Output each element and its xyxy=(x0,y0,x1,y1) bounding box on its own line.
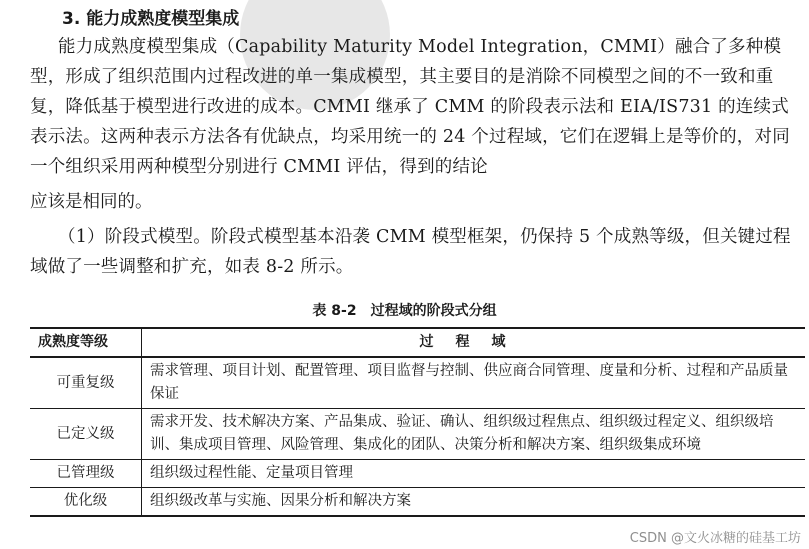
process-areas-cell: 需求开发、技术解决方案、产品集成、验证、确认、组织级过程焦点、组织级过程定义、组织级培训、集成项目管理、风险管理、集成化的团队、决策分析和解决方案、组织级集成环境 xyxy=(142,409,806,460)
table-row xyxy=(30,460,805,488)
maturity-level-cell: 优化级 xyxy=(30,488,142,517)
section-heading: 3. 能力成熟度模型集成 xyxy=(62,9,240,29)
column-header-level: 成熟度等级 xyxy=(30,328,142,357)
intro-paragraph-end: 应该是相同的。 xyxy=(30,192,153,212)
maturity-level-cell: 可重复级 xyxy=(30,357,142,409)
table-caption: 表 8-2 过程域的阶段式分组 xyxy=(312,303,497,319)
maturity-levels-table xyxy=(30,327,805,517)
table-header-row xyxy=(30,328,805,357)
csdn-watermark-text: CSDN @文火冰糖的硅基工坊 xyxy=(630,527,801,546)
maturity-level-cell: 已定义级 xyxy=(30,409,142,460)
table-row xyxy=(30,488,805,517)
column-header-process-areas: 过程域 xyxy=(142,328,806,357)
maturity-level-cell: 已管理级 xyxy=(30,460,142,488)
table-row xyxy=(30,409,805,460)
table-row xyxy=(30,357,805,409)
process-areas-cell: 组织级过程性能、定量项目管理 xyxy=(142,460,806,488)
process-areas-cell: 需求管理、项目计划、配置管理、项目监督与控制、供应商合同管理、度量和分析、过程和产品质量保证 xyxy=(142,357,806,409)
staged-model-paragraph: （1）阶段式模型。阶段式模型基本沿袭 CMM 模型框架，仍保持 5 个成熟等级，但关键过程域做了一些调整和扩充，如表 8-2 所示。 xyxy=(30,227,791,277)
process-areas-cell: 组织级改革与实施、因果分析和解决方案 xyxy=(142,488,806,517)
intro-paragraph: 能力成熟度模型集成（Capability Maturity Model Integration，CMMI）融合了多种模型，形成了组织范围内过程改进的单一集成模型，其主要目的是消除不同模型之间的不一致和重复，降低基于模型进行改进的成本。CMMI 继承了 CMM 的阶段表示法和 EIA/IS731 的连续式表示法。这两种表示方法各有优缺点，均采用统一的 24 个过程域，它们在逻辑上是等价的，对同一个组织采用两种模型分别进行 CMMI 评估，得到的结论 xyxy=(30,37,790,177)
